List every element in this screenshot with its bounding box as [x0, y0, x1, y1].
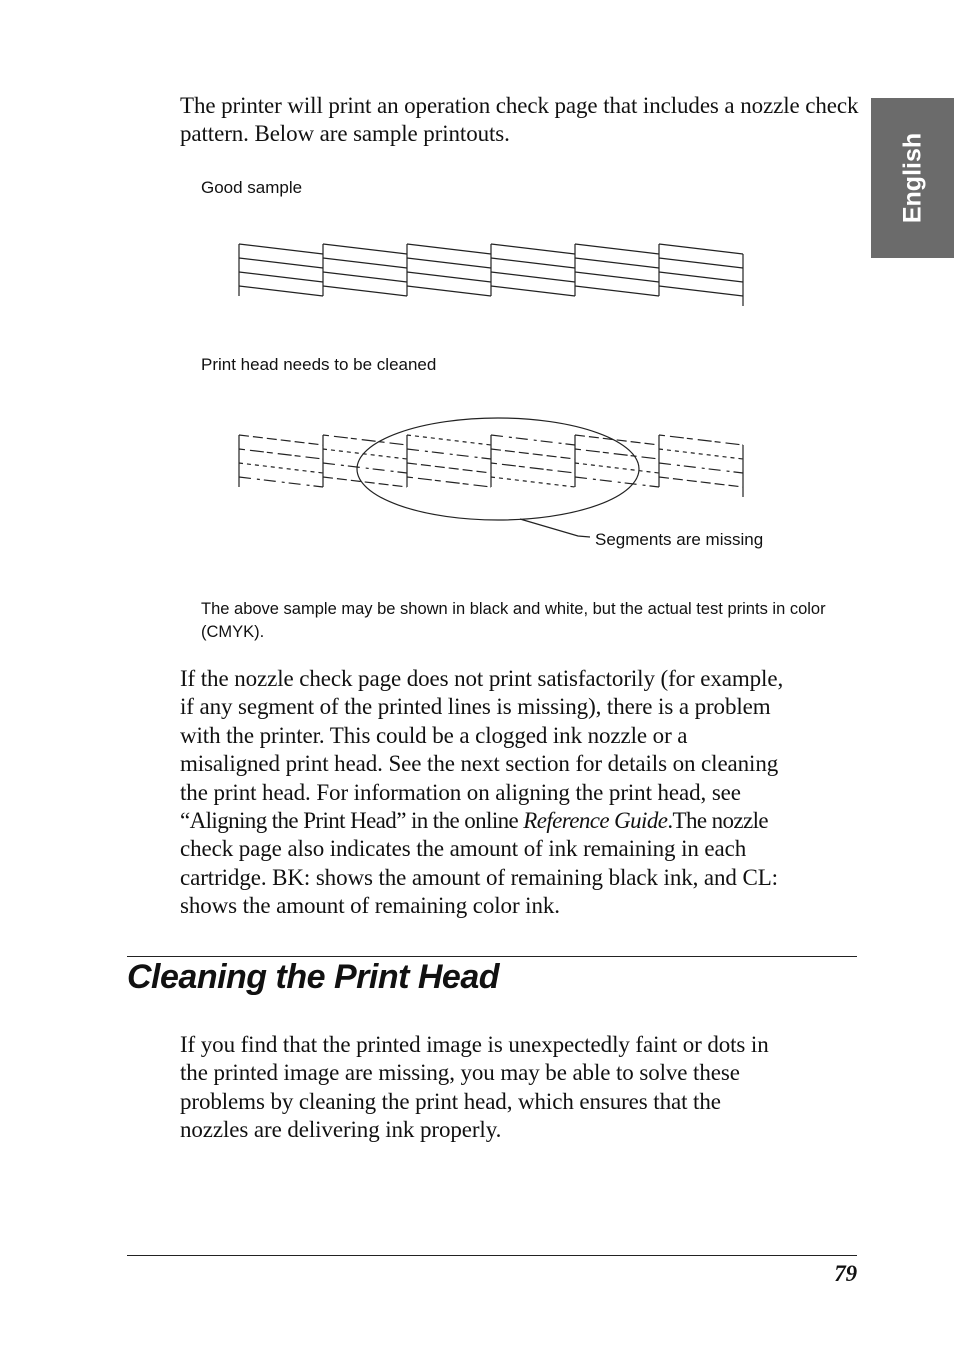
paragraph-text: .The nozzle — [667, 808, 769, 834]
cleaning-paragraph — [180, 1031, 870, 1145]
missing-segments-ellipse — [357, 418, 639, 520]
paragraph-line: misaligned print head. See the next section for details on cleaning — [180, 751, 779, 777]
callout-leader-line — [520, 519, 590, 537]
intro-paragraph: The printer will print an operation check page that includes a nozzle check pattern. Below are sample printouts. — [180, 93, 859, 147]
paragraph-line: If you find that the printed image is unexpectedly faint or dots in — [180, 1032, 769, 1057]
paragraph-line: with the printer. This could be a clogged ink nozzle or a — [180, 722, 688, 748]
good-sample-label: Good sample — [201, 178, 303, 197]
section-title: Cleaning the Print Head — [127, 958, 499, 996]
paragraph-line: the printed image are missing, you may be able to solve these — [180, 1060, 740, 1086]
footer-divider — [127, 1255, 857, 1256]
figure-note: The above sample may be shown in black and white, but the actual test prints in color (CMYK). — [201, 600, 826, 641]
nozzle-check-paragraph — [180, 665, 870, 921]
page-number: 79 — [834, 1261, 857, 1286]
paragraph-line: the print head. For information on aligning the print head, see — [180, 779, 741, 805]
paragraph-line — [180, 807, 870, 835]
paragraph-line: If the nozzle check page does not print satisfactorily (for example, — [180, 666, 784, 691]
paragraph-line: problems by cleaning the print head, which ensures that the — [180, 1088, 721, 1114]
needs-cleaning-label: Print head needs to be cleaned — [201, 355, 437, 374]
paragraph-line: cartridge. BK: shows the amount of remaining black ink, and CL: — [180, 864, 778, 890]
section-divider — [127, 956, 857, 957]
paragraph-line: shows the amount of remaining color ink. — [180, 893, 560, 919]
reference-guide-link[interactable]: Reference Guide — [523, 808, 668, 834]
paragraph-line: if any segment of the printed lines is missing), there is a problem — [180, 694, 771, 720]
paragraph-line: nozzles are delivering ink properly. — [180, 1117, 502, 1143]
paragraph-line: check page also indicates the amount of ink remaining in each — [180, 836, 747, 862]
paragraph-text: “Aligning the Print Head” in the online — [180, 808, 524, 834]
language-tab-label: English — [898, 132, 926, 224]
segments-missing-callout: Segments are missing — [595, 530, 764, 549]
